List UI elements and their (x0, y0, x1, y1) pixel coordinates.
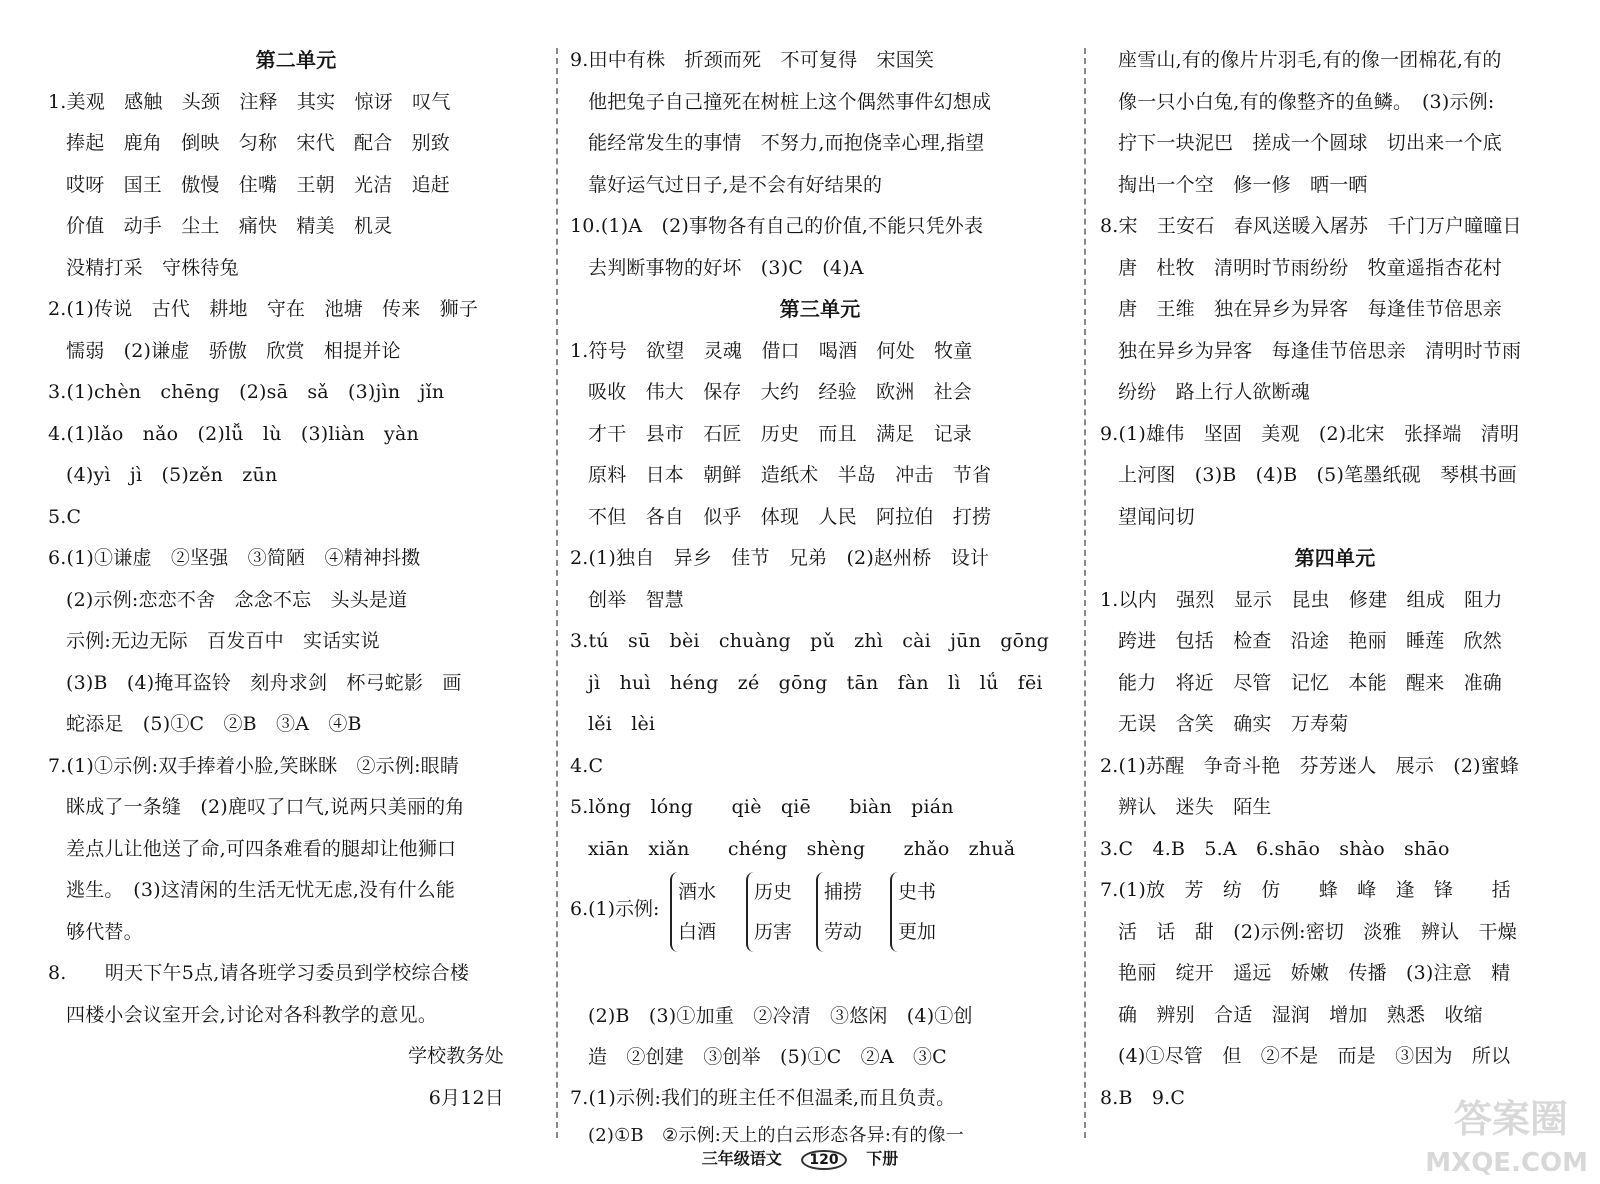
page-number: 120 (801, 1150, 846, 1170)
answer-line: 逃生。 (3)这清闲的生活无忧无虑,没有什么能 (66, 879, 456, 901)
answer-line: 艳丽 绽开 遥远 娇嫩 传播 (3)注意 精 (1118, 962, 1511, 984)
answer-line: 6.(1)①谦虚 ②坚强 ③简陋 ④精神抖擞 (48, 547, 421, 569)
answer-line: 懦弱 (2)谦虚 骄傲 欣赏 相提并论 (66, 340, 401, 362)
answer-line: 3.tú sū bèi chuàng pǔ zhì cài jūn gōng (570, 630, 1050, 652)
answer-line: (4)yì jì (5)zěn zūn (66, 464, 278, 486)
footer-grade-subject: 三年级语文 (701, 1149, 782, 1168)
answer-line: 捧起 鹿角 倒映 匀称 宋代 配合 别致 (66, 132, 451, 154)
answer-line: 9.田中有株 折颈而死 不可复得 宋国笑 (570, 49, 935, 71)
answer-line: 吸收 伟大 保存 大约 经验 欧洲 社会 (588, 381, 973, 403)
answer-line: 1.以内 强烈 显示 昆虫 修建 组成 阻力 (1100, 589, 1503, 611)
column-divider-1 (556, 48, 558, 1138)
answer-line: 跨进 包括 检查 沿途 艳丽 睡莲 欣然 (1118, 630, 1503, 652)
footer-volume: 下册 (866, 1149, 899, 1168)
brace-group (890, 872, 968, 952)
brace-top-word: 酒水 (678, 881, 717, 903)
answer-line: 8.B 9.C (1100, 1087, 1186, 1109)
answer-line: 7.(1)①示例:双手捧着小脸,笑眯眯 ②示例:眼睛 (48, 755, 460, 777)
answer-line: 掏出一个空 修一修 晒一晒 (1118, 174, 1368, 196)
signature-line: 学校教务处 (407, 1045, 504, 1067)
watermark-logo (1398, 1088, 1588, 1178)
answer-line: 独在异乡为异客 每逢佳节倍思亲 清明时节雨 (1118, 340, 1522, 362)
answer-line: 8. 明天下午5点,请各班学习委员到学校综合楼 (48, 962, 470, 984)
answer-line: 7.(1)放 芳 纺 仿 蜂 峰 逢 锋 括 (1100, 879, 1511, 901)
answer-line: 不但 各自 似乎 体现 人民 阿拉伯 打捞 (588, 506, 992, 528)
answer-line: 创举 智慧 (588, 589, 685, 611)
answer-line: 5.lǒng lóng qiè qiē biàn pián (570, 796, 954, 818)
answer-line: 上河图 (3)B (4)B (5)笔墨纸砚 琴棋书画 (1118, 464, 1517, 486)
brace-group (670, 872, 748, 952)
answer-line: 2.(1)独自 异乡 佳节 兄弟 (2)赵州桥 设计 (570, 547, 990, 569)
unit-title: 第三单元 (779, 297, 861, 321)
answer-line: 10.(1)A (2)事物各有自己的价值,不能只凭外表 (570, 215, 984, 237)
answer-line: (3)B (4)掩耳盗铃 刻舟求剑 杯弓蛇影 画 (66, 672, 462, 694)
answer-line: 确 辨别 合适 湿润 增加 熟悉 收缩 (1118, 1004, 1483, 1026)
answer-line: 7.(1)示例:我们的班主任不但温柔,而且负责。 (570, 1087, 956, 1109)
brace-top-word: 捕捞 (824, 881, 863, 903)
answer-line: 2.(1)苏醒 争奇斗艳 芬芳迷人 展示 (2)蜜蜂 (1100, 755, 1520, 777)
answer-line: lěi lèi (588, 713, 656, 735)
answer-line: 蛇添足 (5)①C ②B ③A ④B (66, 713, 362, 735)
answer-line: 够代替。 (66, 921, 143, 943)
answer-line: 无误 含笑 确实 万寿菊 (1118, 713, 1349, 735)
watermark-text-bottom: MXQE.COM (1425, 1148, 1588, 1178)
answer-line: 去判断事物的好坏 (3)C (4)A (588, 257, 864, 279)
answer-line: 哎呀 国王 傲慢 住嘴 王朝 光洁 追赶 (66, 174, 451, 196)
date-line: 6月12日 (428, 1087, 504, 1109)
brace-prefix: 6.(1)示例: (570, 898, 660, 920)
answer-line: 4.C (570, 755, 604, 777)
answer-line: 原料 日本 朝鲜 造纸术 半岛 冲击 节省 (588, 464, 992, 486)
answer-line: 1.美观 感触 头颈 注释 其实 惊讶 叹气 (48, 91, 451, 113)
answer-line: 纷纷 路上行人欲断魂 (1118, 381, 1311, 403)
brace-bottom-word: 历害 (754, 921, 793, 943)
answer-line: 8.宋 王安石 春风送暖入屠苏 千门万户曈曈日 (1100, 215, 1522, 237)
answer-line: 2.(1)传说 古代 耕地 守在 池塘 传来 狮子 (48, 298, 479, 320)
answer-line: (2)示例:恋恋不舍 念念不忘 头头是道 (66, 589, 408, 611)
answer-line: 靠好运气过日子,是不会有好结果的 (588, 174, 883, 196)
answer-line: 没精打采 守株待兔 (66, 257, 239, 279)
answer-line: 差点儿让他送了命,可四条难看的腿却让他狮口 (66, 838, 457, 860)
answer-line: 像一只小白兔,有的像整齐的鱼鳞。 (3)示例: (1118, 91, 1495, 113)
answer-line: 4.(1)lǎo nǎo (2)lǚ lù (3)liàn yàn (48, 423, 419, 445)
column-divider-2 (1084, 48, 1086, 1138)
answer-line: 能力 将近 尽管 记忆 本能 醒来 准确 (1118, 672, 1503, 694)
brace-bottom-word: 更加 (898, 921, 937, 943)
answer-line: 价值 动手 尘土 痛快 精美 机灵 (66, 215, 393, 237)
answer-line: xiān xiǎn chéng shèng zhǎo zhuǎ (588, 838, 1016, 860)
answer-line: 拧下一块泥巴 搓成一个圆球 切出来一个底 (1118, 132, 1503, 154)
answer-line: 才干 县市 石匠 历史 而且 满足 记录 (588, 423, 973, 445)
brace-top-word: 史书 (898, 881, 937, 903)
answer-line: 9.(1)雄伟 坚固 美观 (2)北宋 张择端 清明 (1100, 423, 1520, 445)
answer-line: 他把兔子自己撞死在树桩上这个偶然事件幻想成 (588, 91, 992, 113)
brace-group (816, 872, 894, 952)
answer-line: 四楼小会议室开会,讨论对各科教学的意见。 (66, 1004, 438, 1026)
answer-line: (4)①尽管 但 ②不是 而是 ③因为 所以 (1118, 1045, 1511, 1067)
brace-bottom-word: 劳动 (824, 921, 863, 943)
answer-line: 示例:无边无际 百发百中 实话实说 (66, 630, 380, 652)
answer-line: 座雪山,有的像片片羽毛,有的像一团棉花,有的 (1118, 49, 1502, 71)
answer-line: 造 ②创建 ③创举 (5)①C ②A ③C (588, 1046, 947, 1068)
unit-title: 第四单元 (1294, 546, 1376, 570)
answer-line: (2)B (3)①加重 ②冷清 ③悠闲 (4)①创 (588, 1005, 973, 1027)
answer-line: 唐 王维 独在异乡为异客 每逢佳节倍思亲 (1118, 298, 1503, 320)
brace-bottom-word: 白酒 (678, 921, 717, 943)
answer-line: 唐 杜牧 清明时节雨纷纷 牧童遥指杏花村 (1118, 257, 1503, 279)
answer-line: 5.C (48, 506, 82, 528)
page-footer (0, 1146, 1600, 1170)
answer-line: 辨认 迷失 陌生 (1118, 796, 1272, 818)
answer-line: 1.符号 欲望 灵魂 借口 喝酒 何处 牧童 (570, 340, 973, 362)
brace-top-word: 历史 (754, 881, 793, 903)
answer-line: (2)①B ②示例:天上的白云形态各异:有的像一 (588, 1125, 964, 1146)
answer-line: jì huì héng zé gōng tān fàn lì lǘ fēi (588, 672, 1043, 694)
answer-line: 眯成了一条缝 (2)鹿叹了口气,说两只美丽的角 (66, 796, 465, 818)
brace-group (746, 872, 824, 952)
answer-line: 能经常发生的事情 不努力,而抱侥幸心理,指望 (588, 132, 985, 154)
brace-block (570, 872, 1070, 956)
answer-line: 望闻问切 (1118, 506, 1195, 528)
answer-line: 3.(1)chèn chēng (2)sā sǎ (3)jìn jǐn (48, 381, 445, 403)
watermark-text-top: 答案圈 (1453, 1097, 1568, 1141)
unit-title: 第二单元 (255, 48, 337, 72)
answer-line: 3.C 4.B 5.A 6.shāo shào shāo (1100, 838, 1450, 860)
answer-line: 活 话 甜 (2)示例:密切 淡雅 辨认 干燥 (1118, 921, 1517, 943)
